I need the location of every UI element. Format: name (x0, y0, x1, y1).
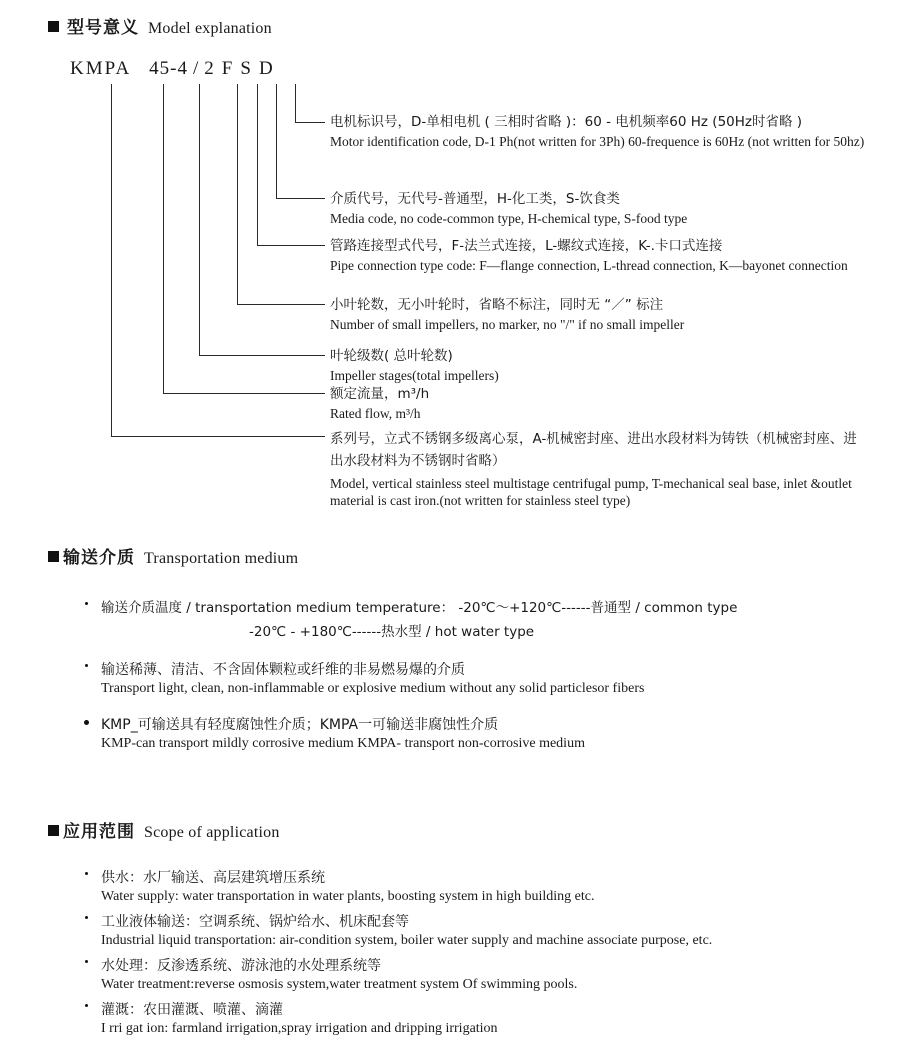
list-item (101, 715, 861, 753)
explanation-item-pipe (330, 237, 890, 274)
code-slash: / (193, 58, 200, 79)
list-item (101, 956, 861, 994)
list-item-cn: 输送稀薄、清洁、不含固体颗粒或纤维的非易燃易爆的介质 (101, 662, 465, 678)
list-item-cn: 输送介质温度 / transportation medium temperature： -20℃～+120℃------普通型 / common type (101, 600, 738, 616)
leader-tick-pipe (257, 245, 325, 246)
scope-list (101, 868, 861, 1040)
leader-line-media (276, 84, 277, 198)
explanation-item-motor (330, 113, 890, 150)
square-bullet-icon (48, 551, 59, 562)
list-item-cn: 灌溉：农田灌溉、喷灌、滴灌 (101, 1002, 283, 1018)
bullet-dot-icon (85, 1004, 88, 1007)
explanation-en: Number of small impellers, no marker, no "/" if no small impeller (330, 317, 685, 332)
section-title-cn: 输送介质 (63, 548, 135, 568)
list-item-en: I rri gat ion: farmland irrigation,spray irrigation and dripping irrigation (101, 1021, 498, 1036)
list-item-en: Industrial liquid transportation: air-condition system, boiler water supply and machine associate purpose, etc. (101, 933, 713, 948)
list-item-en: Water supply: water transportation in water plants, boosting system in high building etc. (101, 889, 595, 904)
square-bullet-icon (48, 21, 59, 32)
section-title-cn: 型号意义 (67, 18, 139, 38)
explanation-en: Media code, no code-common type, H-chemical type, S-food type (330, 211, 688, 226)
bullet-dot-icon (85, 960, 88, 963)
explanation-cn: 介质代号，无代号-普通型，H-化工类，S-饮食类 (330, 191, 620, 207)
section-title-en: Transportation medium (144, 550, 299, 567)
square-bullet-icon (48, 825, 59, 836)
leader-line-stages (199, 84, 200, 355)
list-item-second-line: -20℃ - +180℃------热水型 / hot water type (249, 624, 535, 640)
explanation-item-series (330, 428, 890, 509)
list-item-en: Water treatment:reverse osmosis system,water treatment system Of swimming pools. (101, 977, 578, 992)
section-title-cn: 应用范围 (63, 822, 135, 842)
leader-tick-stages (199, 355, 325, 356)
explanation-en: Model, vertical stainless steel multistage centrifugal pump, T-mechanical seal base, inlet &outlet material is cast iron.(not written for stainless steel type) (330, 476, 852, 508)
section-title-en: Model explanation (148, 20, 272, 37)
leader-line-motor (295, 84, 296, 122)
leader-tick-series (111, 436, 325, 437)
explanation-en: Motor identification code, D-1 Ph(not written for 3Ph) 60-frequence is 60Hz (not written for 50hz) (330, 134, 865, 149)
model-code (70, 58, 274, 80)
code-motor: D (258, 58, 274, 79)
leader-tick-motor (295, 122, 325, 123)
leader-line-flow (163, 84, 164, 393)
bullet-dot-icon (84, 720, 89, 725)
list-item-en: Transport light, clean, non-inflammable or explosive medium without any solid particlesor fibers (101, 681, 645, 696)
explanation-item-flow (330, 385, 890, 422)
list-item (101, 598, 861, 642)
bullet-dot-icon (85, 872, 88, 875)
explanation-item-stages (330, 347, 890, 384)
leader-tick-small-impellers (237, 304, 325, 305)
list-item (101, 912, 861, 950)
bullet-dot-icon (85, 602, 88, 605)
section-heading-medium (48, 543, 298, 568)
explanation-cn: 管路连接型式代号，F-法兰式连接，L-螺纹式连接，K-.卡口式连接 (330, 238, 723, 254)
list-item (101, 868, 861, 906)
explanation-en: Pipe connection type code: F—flange connection, L-thread connection, K—bayonet connection (330, 258, 848, 273)
code-series: KMPA (70, 58, 132, 79)
explanation-item-small-impellers (330, 296, 890, 333)
explanation-en: Rated flow, m³/h (330, 406, 421, 421)
bullet-dot-icon (85, 664, 88, 667)
explanation-cn: 小叶轮数，无小叶轮时，省略不标注，同时无 “／” 标注 (330, 297, 664, 313)
code-media: S (240, 58, 252, 79)
explanation-cn: 额定流量，m³/h (330, 386, 430, 402)
list-item-en: KMP-can transport mildly corrosive medium KMPA- transport non-corrosive medium (101, 736, 585, 751)
bullet-dot-icon (85, 916, 88, 919)
section-heading-scope (48, 817, 280, 842)
leader-line-series (111, 84, 112, 436)
list-item-cn: 水处理：反渗透系统、游泳池的水处理系统等 (101, 958, 381, 974)
list-item (101, 660, 861, 698)
section-title-en: Scope of application (144, 824, 280, 841)
explanation-cn: 系列号，立式不锈钢多级离心泵，A-机械密封座、进出水段材料为铸铁（机械密封座、进出水段材料为不锈钢时省略） (330, 431, 857, 469)
leader-line-small-impellers (237, 84, 238, 304)
code-flow-stages: 45-4 (149, 58, 188, 79)
list-item-cn: 供水：水厂输送、高层建筑增压系统 (101, 870, 325, 886)
leader-tick-media (276, 198, 325, 199)
section-heading-model (48, 13, 272, 38)
explanation-cn: 叶轮级数( 总叶轮数) (330, 348, 453, 364)
code-small-impellers: 2 (204, 58, 215, 79)
explanation-en: Impeller stages(total impellers) (330, 368, 499, 383)
explanation-item-media (330, 190, 890, 227)
list-item-cn: 工业液体输送：空调系统、锅炉给水、机床配套等 (101, 914, 409, 930)
medium-list (101, 598, 861, 755)
list-item-cn: KMP_可输送具有轻度腐蚀性介质；KMPA一可输送非腐蚀性介质 (101, 717, 499, 733)
leader-tick-flow (163, 393, 325, 394)
leader-line-pipe (257, 84, 258, 245)
list-item (101, 1000, 861, 1038)
explanation-cn: 电机标识号，D-单相电机 ( 三相时省略 )：60 - 电机频率60 Hz (50Hz时省略 ) (330, 114, 803, 130)
code-pipe-connection: F (221, 58, 234, 79)
